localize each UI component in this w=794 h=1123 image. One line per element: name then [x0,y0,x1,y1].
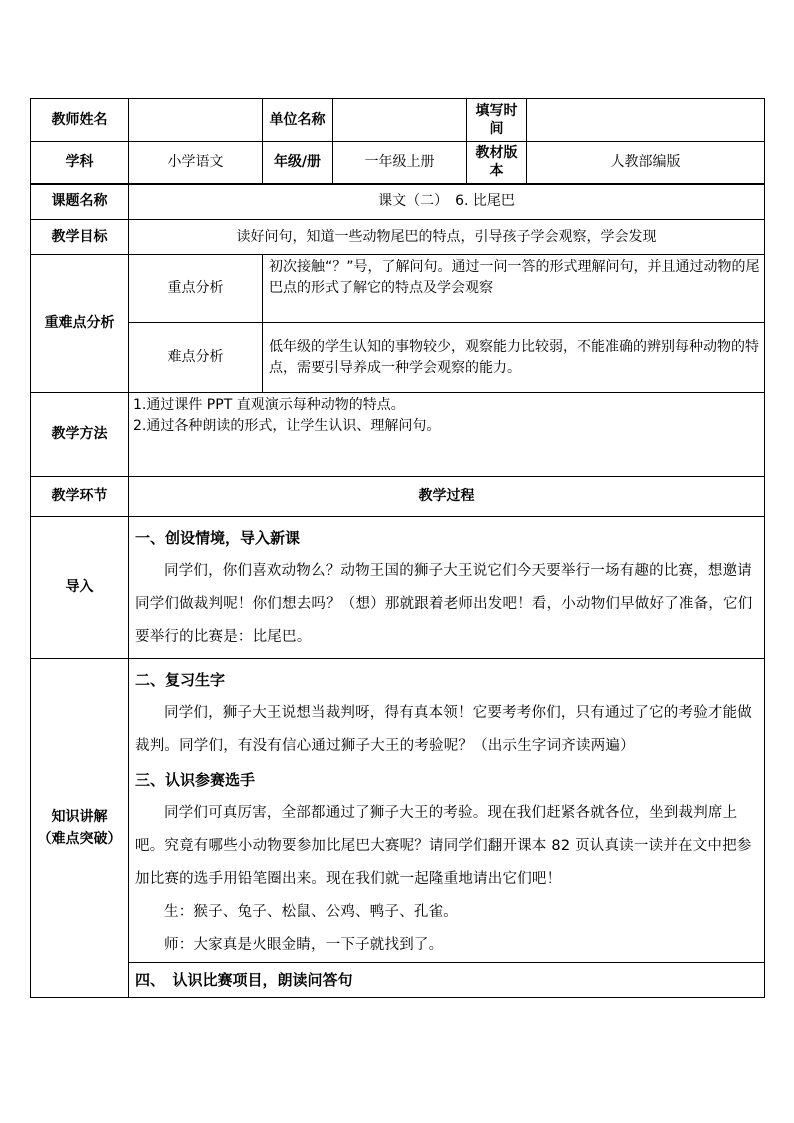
knowledge-content [129,659,765,998]
student-answer: 生：猴子、兔子、松鼠、公鸡、鸭子、孔雀。 [164,904,458,920]
lesson-title-value: 课文（二） 6. 比尾巴 [129,184,765,220]
difficult-point-value: 低年级的学生认知的事物较少，观察能力比较弱，不能准确的辨别每种动物的特点，需要引导养成一种学会观察的能力。 [263,323,765,393]
contestants-paragraph: 同学们可真厉害，全部都通过了狮子大王的考验。现在我们赶紧各就各位，坐到裁判席上吧。究竟有哪些小动物要参加比尾巴大赛呢？请同学们翻开课本 82 页认真读一读并在文中把参加比赛的选手用铅笔圈出来。现在我们就一起隆重地请出它们吧！ [135,805,752,887]
row-difficult-point [31,323,765,393]
review-paragraph: 同学们，狮子大王说想当裁判呀，得有真本领！它要考考你们，只有通过了它的考验才能做裁判。同学们，有没有信心通过狮子大王的考验呢？（出示生字词齐读两遍） [135,705,752,754]
unit-label: 单位名称 [263,99,333,142]
intro-label: 导入 [31,517,129,659]
date-value [527,99,765,142]
row-subject [31,142,765,184]
row-process-header [31,477,765,517]
grade-value: 一年级上册 [333,142,467,184]
method-item: 1.通过课件 PPT 直观演示每种动物的特点。 [133,397,405,413]
grade-label: 年级/册 [263,142,333,184]
process-header-label: 教学过程 [129,477,765,517]
intro-content [129,517,765,659]
knowledge-label-line2: （难点突破） [37,831,122,847]
row-intro [31,517,765,659]
date-label: 填写时间 [467,99,527,142]
stage-header-label: 教学环节 [31,477,129,517]
textbook-value: 人教部编版 [527,142,765,184]
goal-value: 读好问句，知道一些动物尾巴的特点，引导孩子学会观察，学会发现 [129,220,765,255]
analysis-label: 重难点分析 [31,255,129,393]
subject-label: 学科 [31,142,129,184]
row-goal [31,220,765,255]
lesson-plan-table [30,98,765,998]
goal-label: 教学目标 [31,220,129,255]
intro-heading: 一、创设情境，导入新课 [135,529,301,547]
unit-value [333,99,467,142]
row-key-point [31,255,765,323]
events-heading: 四、 认识比赛项目，朗读问答句 [135,971,353,989]
teacher-reply: 师：大家真是火眼金睛，一下子就找到了。 [164,937,444,953]
textbook-label: 教材版本 [467,142,527,184]
row-teacher [31,99,765,142]
row-methods [31,393,765,477]
contestants-heading: 三、认识参赛选手 [135,771,256,789]
knowledge-label-line1: 知识讲解 [51,809,108,825]
knowledge-label [31,659,129,998]
difficult-point-label: 难点分析 [129,323,263,393]
lesson-title-label: 课题名称 [31,184,129,220]
row-lesson-title [31,184,765,220]
teacher-label: 教师姓名 [31,99,129,142]
intro-paragraph: 同学们，你们喜欢动物么？动物王国的狮子大王说它们今天要举行一场有趣的比赛，想邀请同学们做裁判呢！你们想去吗？（想）那就跟着老师出发吧！看，小动物们早做好了准备，它们要举行的比赛是：比尾巴。 [135,563,753,645]
methods-label: 教学方法 [31,393,129,477]
review-heading: 二、复习生字 [135,671,226,689]
section-divider [129,962,764,963]
key-point-value: 初次接触“？”号，了解问句。通过一问一答的形式理解问句，并且通过动物的尾巴点的形式了解它的特点及学会观察 [263,255,765,323]
method-item: 2.通过各种朗读的形式，让学生认识、理解问句。 [133,418,441,434]
teacher-value [129,99,263,142]
row-knowledge [31,659,765,998]
key-point-label: 重点分析 [129,255,263,323]
methods-list [129,393,765,477]
subject-value: 小学语文 [129,142,263,184]
